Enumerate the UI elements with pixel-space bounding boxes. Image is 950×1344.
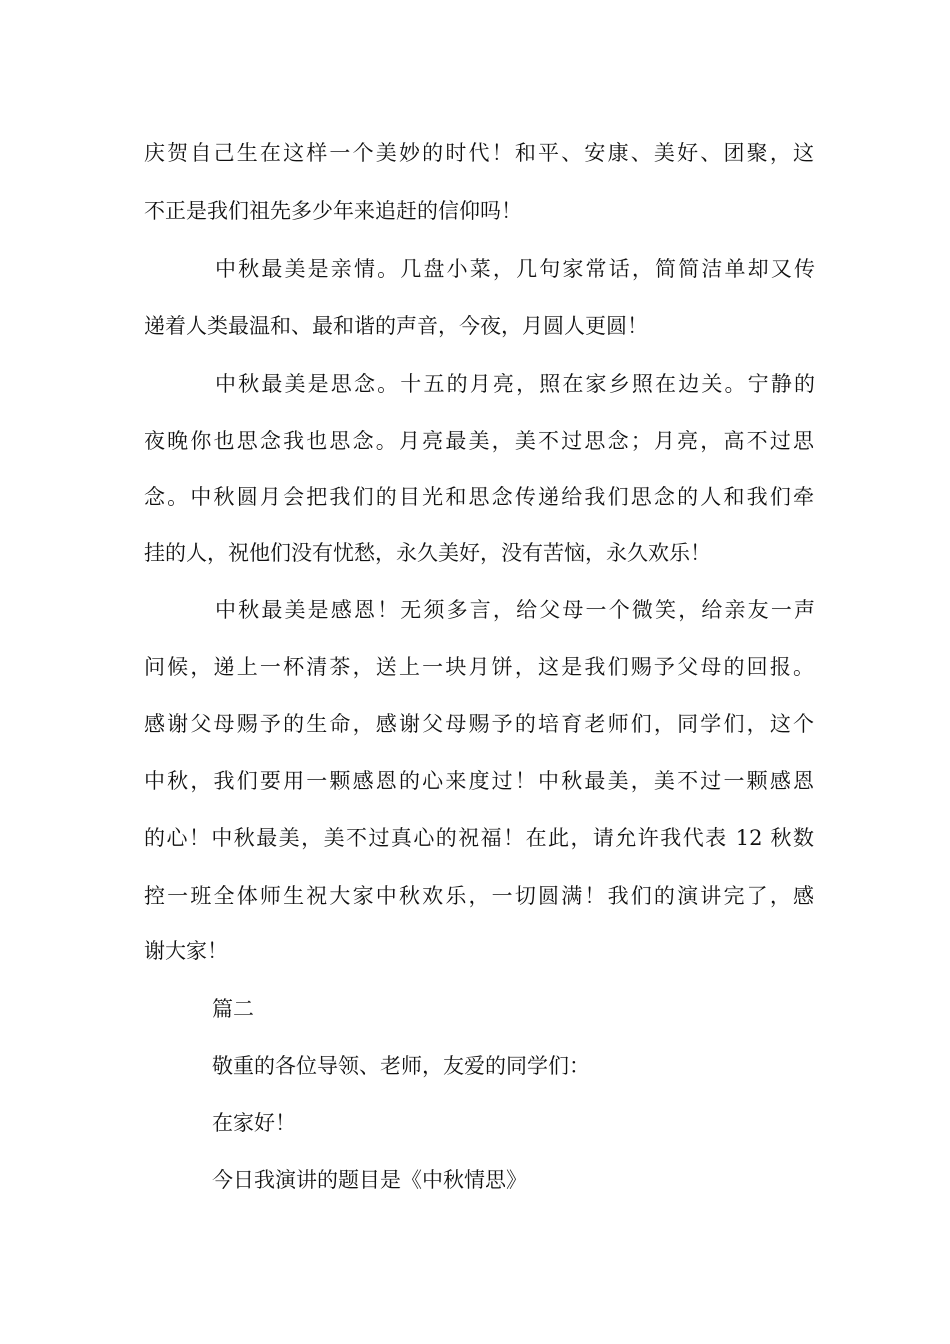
paragraph-line: 中秋最美是亲情。几盘小菜，几句家常话，简简洁单却又传	[215, 257, 815, 281]
paragraph-line: 递着人类最温和、最和谐的声音，今夜，月圆人更圆！	[144, 314, 648, 338]
paragraph-line: 挂的人，祝他们没有忧愁，永久美好，没有苦恼，永久欢乐！	[144, 541, 711, 565]
section-heading: 篇二	[212, 997, 254, 1021]
paragraph-line: 夜晚你也思念我也思念。月亮最美，美不过思念；月亮，高不过思	[144, 429, 814, 453]
paragraph-line: 中秋最美是思念。十五的月亮，照在家乡照在边关。宁静的	[215, 372, 815, 396]
speech-title-line: 今日我演讲的题目是《中秋情思》	[212, 1168, 527, 1192]
paragraph-line: 谢大家！	[144, 939, 228, 963]
paragraph-line: 中秋最美是感恩！无须多言，给父母一个微笑，给亲友一声	[215, 598, 815, 622]
paragraph-line: 控一班全体师生祝大家中秋欢乐，一切圆满！我们的演讲完了，感	[144, 884, 814, 908]
paragraph-line: 的心！中秋最美，美不过真心的祝福！在此，请允许我代表 12 秋数	[144, 826, 814, 850]
paragraph-line: 不正是我们祖先多少年来追赶的信仰吗！	[144, 199, 522, 223]
greeting-line: 在家好！	[212, 1111, 296, 1135]
paragraph-line: 念。中秋圆月会把我们的目光和思念传递给我们思念的人和我们牵	[144, 485, 814, 509]
paragraph-line: 问候，递上一杯清茶，送上一块月饼，这是我们赐予父母的回报。	[144, 655, 814, 679]
paragraph-line: 感谢父母赐予的生命，感谢父母赐予的培育老师们，同学们，这个	[144, 712, 814, 736]
paragraph-line: 中秋，我们要用一颗感恩的心来度过！中秋最美，美不过一颗感恩	[144, 769, 814, 793]
paragraph-line: 庆贺自己生在这样一个美妙的时代！和平、安康、美好、团聚，这	[144, 141, 814, 165]
salutation-line: 敬重的各位导领、老师，友爱的同学们：	[212, 1054, 590, 1078]
